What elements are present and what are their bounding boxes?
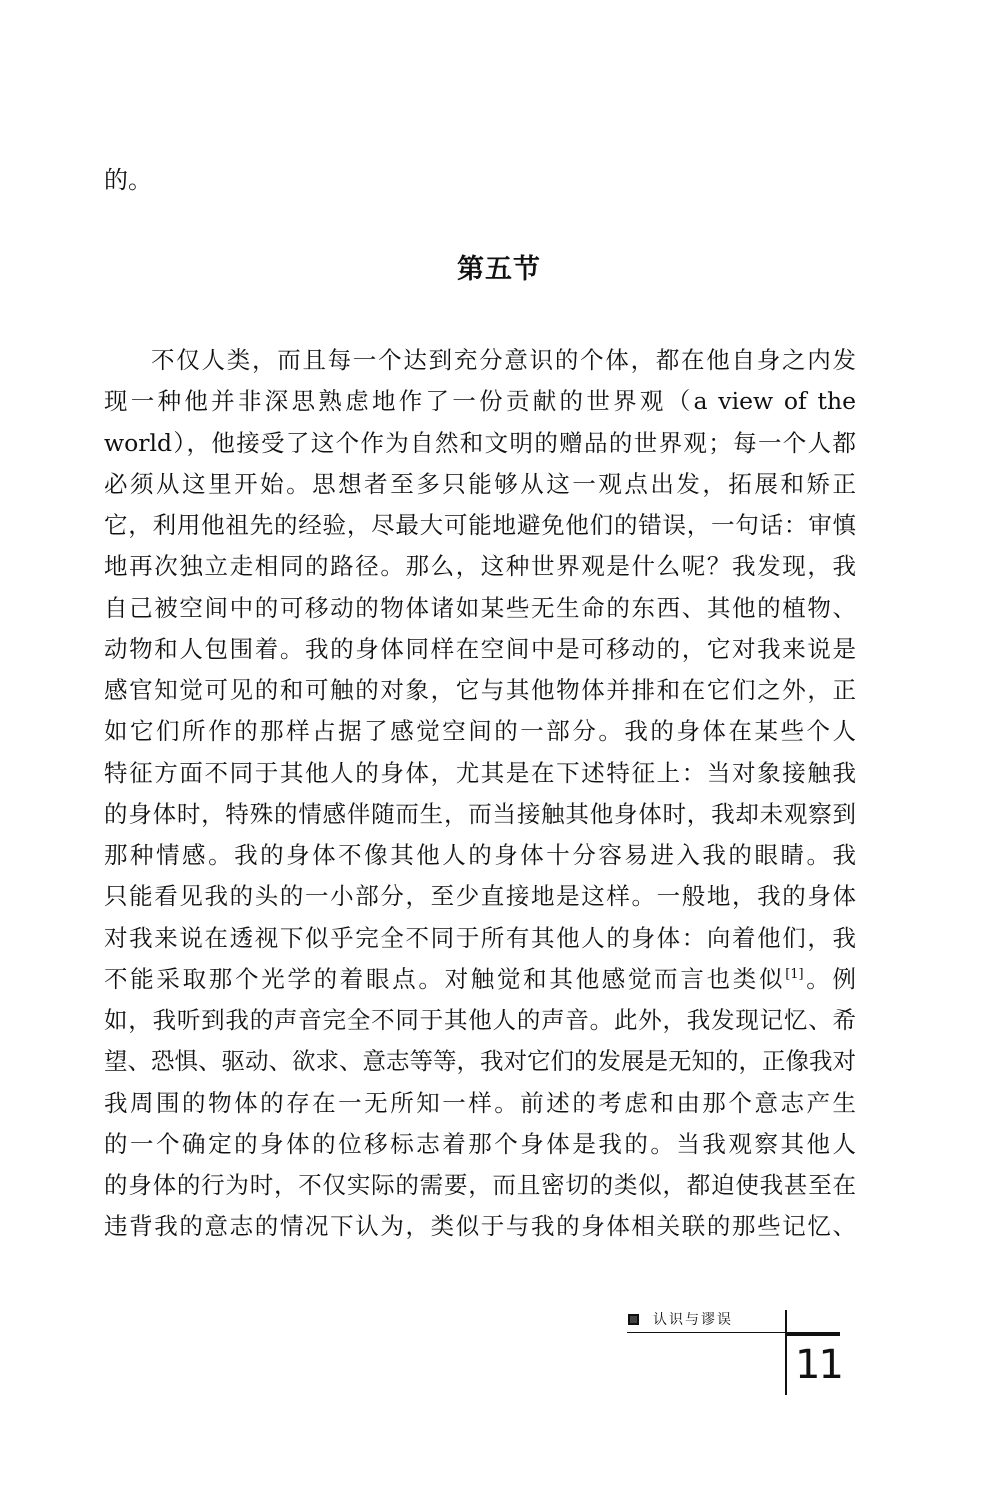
text-line: 自己被空间中的可移动的物体诸如某些无生命的东西、其他的植物、 xyxy=(104,593,856,622)
section-heading: 第五节 xyxy=(457,254,541,285)
footnote-reference[interactable]: [1] xyxy=(785,966,804,982)
text-line: 如，我听到我的声音完全不同于其他人的声音。此外，我发现记忆、希 xyxy=(104,1006,856,1034)
text-line: 的一个确定的身体的位移标志着那个身体是我的。当我观察其他人 xyxy=(104,1129,856,1158)
text-line: world），他接受了这个作为自然和文明的赠品的世界观；每一个人都 xyxy=(104,428,856,457)
text-line: 我周围的物体的存在一无所知一样。前述的考虑和由那个意志产生 xyxy=(104,1088,856,1117)
text-line: 动物和人包围着。我的身体同样在空间中是可移动的，它对我来说是 xyxy=(104,634,856,663)
text-line: 望、恐惧、驱动、欲求、意志等等，我对它们的发展是无知的，正像我对 xyxy=(104,1047,856,1076)
text-line: 感官知觉可见的和可触的对象，它与其他物体并排和在它们之外，正 xyxy=(104,676,856,704)
text-line: 违背我的意志的情况下认为，类似于与我的身体相关联的那些记忆、 xyxy=(104,1212,856,1241)
text-line: 那种情感。我的身体不像其他人的身体十分容易进入我的眼睛。我 xyxy=(104,841,856,869)
footer-rule-thick xyxy=(785,1332,840,1336)
footer-rule-horizontal xyxy=(627,1332,785,1333)
footer-rule-vertical xyxy=(785,1310,787,1395)
series-mark-icon xyxy=(628,1314,639,1325)
text-line-part: 。例 xyxy=(803,964,856,993)
text-line: 现一种他并非深思熟虑地作了一份贡献的世界观（a view of the xyxy=(104,387,856,416)
text-line: 必须从这里开始。思想者至多只能够从这一观点出发，拓展和矫正 xyxy=(104,469,856,498)
text-line: 特征方面不同于其他人的身体，尤其是在下述特征上：当对象接触我 xyxy=(104,758,856,787)
text-line-with-footnote xyxy=(104,959,856,1000)
text-line: 如它们所作的那样占据了感觉空间的一部分。我的身体在某些个人 xyxy=(104,717,856,746)
body-paragraph xyxy=(104,340,856,1248)
text-line: 地再次独立走相同的路径。那么，这种世界观是什么呢？我发现，我 xyxy=(104,552,856,581)
series-title-text: 认识与谬误 xyxy=(653,1312,733,1328)
page-number: 11 xyxy=(795,1342,842,1388)
text-line: 它，利用他祖先的经验，尽最大可能地避免他们的错误，一句话：审慎 xyxy=(104,511,856,539)
text-line: 不仅人类，而且每一个达到充分意识的个体，都在他自身之内发 xyxy=(151,346,856,374)
text-line: 只能看见我的头的一小部分，至少直接地是这样。一般地，我的身体 xyxy=(104,882,856,911)
previous-paragraph-end: 的。 xyxy=(104,166,152,194)
text-line: 的身体的行为时，不仅实际的需要，而且密切的类似，都迫使我甚至在 xyxy=(104,1171,856,1199)
series-title xyxy=(628,1310,733,1330)
text-line: 的身体时，特殊的情感伴随而生，而当接触其他身体时，我却未观察到 xyxy=(104,799,856,828)
text-line: 对我来说在透视下似乎完全不同于所有其他人的身体：向着他们，我 xyxy=(104,923,856,952)
text-line-part: 不能采取那个光学的着眼点。对触觉和其他感觉而言也类似 xyxy=(104,964,786,993)
